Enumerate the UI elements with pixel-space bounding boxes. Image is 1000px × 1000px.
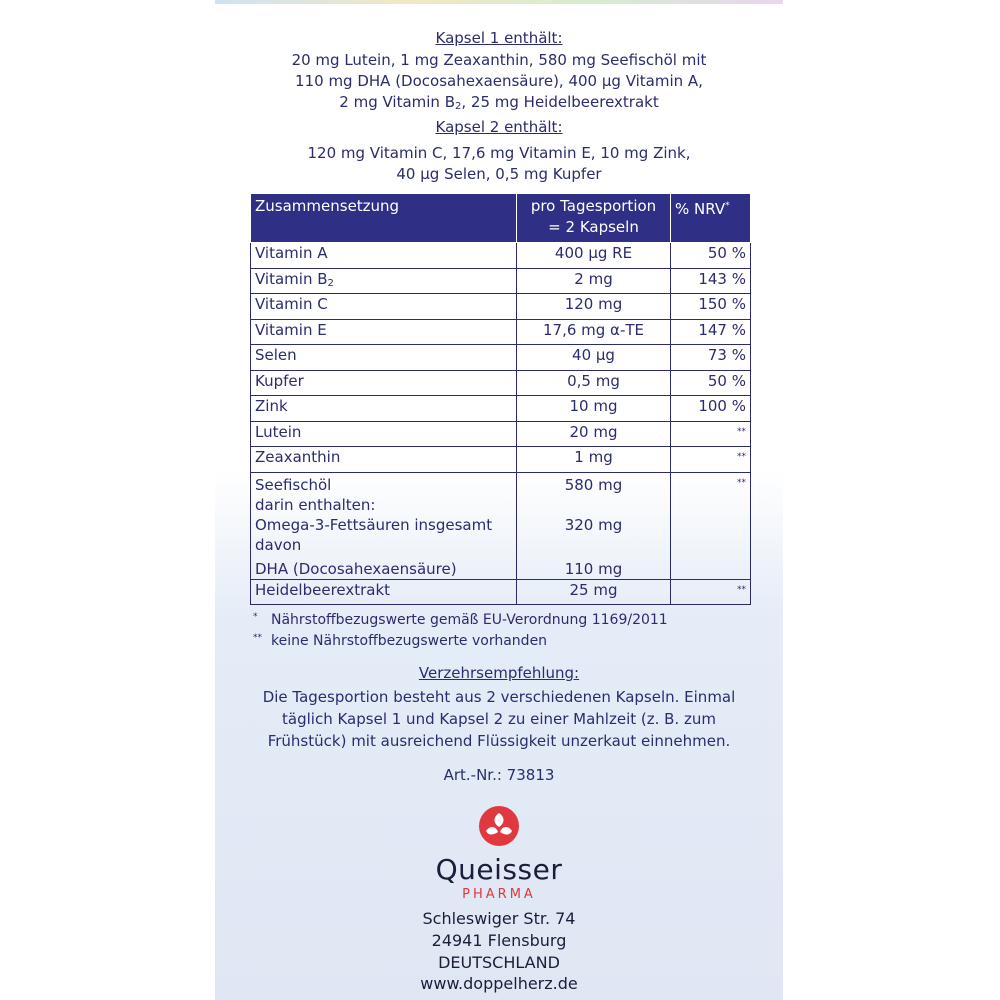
fish-oil-names xyxy=(251,472,517,579)
recommendation-line3: Frühstück) mit ausreichend Flüssigkeit unzerkaut einnehmen. xyxy=(267,732,731,750)
capsule1-line3-subscript: 2 xyxy=(455,101,462,112)
brand-sub: PHARMA xyxy=(462,887,536,902)
nutrient-name: Heidelbeerextrakt xyxy=(251,579,517,605)
table-row xyxy=(251,370,751,396)
nutrient-name: Vitamin A xyxy=(251,243,517,269)
capsule1-line3 xyxy=(215,92,783,113)
footnote-2-text: keine Nährstoffbezugswerte vorhanden xyxy=(271,633,548,649)
fish-oil-amount2: 320 mg xyxy=(564,515,623,534)
table-row xyxy=(251,319,751,345)
footnote-1-mark: * xyxy=(253,612,258,622)
product-label-panel xyxy=(215,0,783,1000)
header-nrv-mark: * xyxy=(725,201,730,211)
footnote-1-text: Nährstoffbezugswerte gemäß EU-Verordnung 1169/2011 xyxy=(271,612,668,628)
nutrient-amount: 0,5 mg xyxy=(517,370,671,396)
capsule2-line2: 40 µg Selen, 0,5 mg Kupfer xyxy=(396,165,602,183)
header-daily-portion-line1: pro Tagesportion xyxy=(530,197,657,215)
footnote-2-mark: ** xyxy=(253,633,262,643)
brand-name: Queisser xyxy=(435,853,563,886)
nutrient-amount: 25 mg xyxy=(517,579,671,605)
header-nrv-label: % NRV xyxy=(675,200,726,218)
fish-oil-name: Seefischöl xyxy=(255,475,332,494)
capsule1-heading: Kapsel 1 enthält: xyxy=(435,29,563,47)
capsule1-line2: 110 mg DHA (Docosahexaensäure), 400 µg Vitamin A, xyxy=(295,72,703,90)
nutrient-amount: 400 µg RE xyxy=(517,243,671,269)
fish-oil-sub1: darin enthalten: xyxy=(255,495,376,514)
nutrient-name: Selen xyxy=(251,345,517,371)
article-number: Art.-Nr.: 73813 xyxy=(443,766,555,784)
table-row xyxy=(251,396,751,422)
nutrition-table xyxy=(250,193,751,605)
fish-oil-amounts xyxy=(517,472,671,579)
nutrient-nrv: 143 % xyxy=(671,268,751,294)
fish-oil-nrv: ** xyxy=(671,472,751,579)
recommendation-line1: Die Tagesportion besteht aus 2 verschiedenen Kapseln. Einmal xyxy=(262,688,736,706)
table-row xyxy=(251,294,751,320)
nutrient-nrv: 150 % xyxy=(671,294,751,320)
nutrient-amount: 1 mg xyxy=(517,447,671,473)
recommendation-line2: täglich Kapsel 1 und Kapsel 2 zu einer Mahlzeit (z. B. zum xyxy=(282,710,716,728)
capsule1-line3-part-b: , 25 mg Heidelbeerextrakt xyxy=(461,93,659,111)
nutrient-name: Zink xyxy=(251,396,517,422)
nutrient-amount: 2 mg xyxy=(517,268,671,294)
fish-oil-sub4: DHA (Docosahexaensäure) xyxy=(255,559,457,578)
fish-oil-sub2: Omega-3-Fettsäuren insgesamt xyxy=(255,515,493,534)
nutrient-name: Zeaxanthin xyxy=(251,447,517,473)
nutrient-nrv: 50 % xyxy=(671,370,751,396)
address-street: Schleswiger Str. 74 xyxy=(422,909,576,928)
address-country: DEUTSCHLAND xyxy=(438,953,560,972)
table-row-fish-oil xyxy=(251,472,751,579)
capsule2-line1: 120 mg Vitamin C, 17,6 mg Vitamin E, 10 mg Zink, xyxy=(307,144,691,162)
nutrient-amount: 40 µg xyxy=(517,345,671,371)
header-daily-portion-line2: = 2 Kapseln xyxy=(548,218,639,236)
footnote-1 xyxy=(253,612,668,628)
table-row xyxy=(251,268,751,294)
nutrient-nrv: 73 % xyxy=(671,345,751,371)
nutrient-name: Vitamin C xyxy=(251,294,517,320)
nutrient-nrv: 147 % xyxy=(671,319,751,345)
nutrient-amount: 17,6 mg α-TE xyxy=(517,319,671,345)
nutrient-amount: 10 mg xyxy=(517,396,671,422)
top-color-strip xyxy=(215,0,783,4)
header-daily-portion xyxy=(517,194,671,243)
fish-oil-sub3: davon xyxy=(255,535,302,554)
nutrient-amount: 120 mg xyxy=(517,294,671,320)
nutrient-name-text: Vitamin B xyxy=(255,269,328,288)
table-row xyxy=(251,421,751,447)
nutrient-name: Vitamin E xyxy=(251,319,517,345)
capsule1-line1: 20 mg Lutein, 1 mg Zeaxanthin, 580 mg Seefischöl mit xyxy=(291,51,707,69)
nutrient-amount: 20 mg xyxy=(517,421,671,447)
nutrient-name xyxy=(251,268,517,294)
table-row xyxy=(251,345,751,371)
website-link[interactable]: www.doppelherz.de xyxy=(420,974,578,993)
nutrient-nrv: 100 % xyxy=(671,396,751,422)
fish-oil-amount3: 110 mg xyxy=(564,559,623,578)
table-row xyxy=(251,243,751,269)
nutrient-name-subscript: 2 xyxy=(327,277,334,289)
fish-oil-amount1: 580 mg xyxy=(564,475,623,494)
header-composition: Zusammensetzung xyxy=(251,194,517,243)
table-row xyxy=(251,579,751,605)
table-row xyxy=(251,447,751,473)
nutrient-nrv: ** xyxy=(671,447,751,473)
nutrient-nrv: ** xyxy=(671,421,751,447)
nutrient-nrv: ** xyxy=(671,579,751,605)
footnote-2 xyxy=(253,633,547,649)
nutrient-name: Kupfer xyxy=(251,370,517,396)
queisser-logo-icon xyxy=(472,803,526,849)
nutrient-nrv: 50 % xyxy=(671,243,751,269)
capsule2-heading: Kapsel 2 enthält: xyxy=(435,118,563,136)
address-city: 24941 Flensburg xyxy=(431,931,567,950)
capsule1-line3-part-a: 2 mg Vitamin B xyxy=(339,93,455,111)
table-header-row xyxy=(251,194,751,243)
header-nrv xyxy=(671,194,751,243)
nutrient-name: Lutein xyxy=(251,421,517,447)
recommendation-heading: Verzehrsempfehlung: xyxy=(418,664,580,682)
